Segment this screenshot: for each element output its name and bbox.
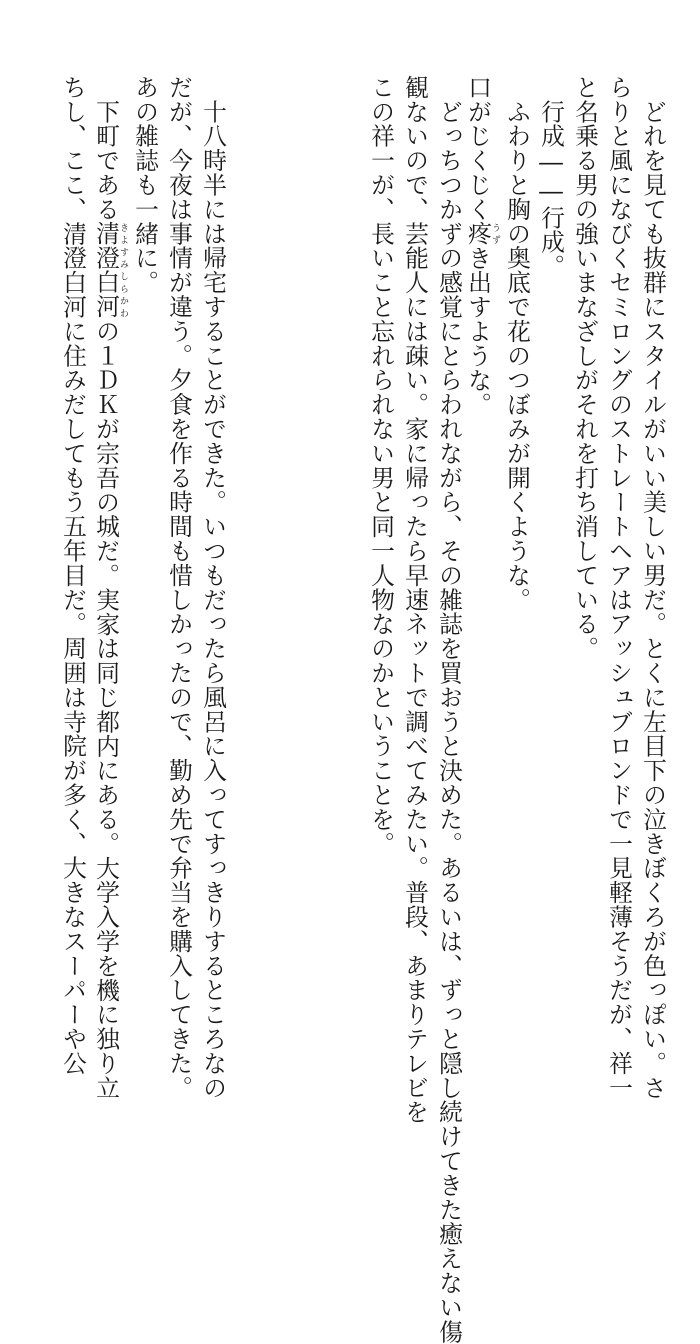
ruby-word [92,221,128,320]
text-column-12: だが、今夜は事情が違う。夕食を作る時間も惜しかったので、勤め先で弁当を購入してきた。 [165,75,193,1100]
text-column-11: 十八時半には帰宅することができた。いつもだったら風呂に入ってすっきりするところなの [199,75,227,1100]
blank-column [330,75,364,975]
text-column-6 [466,75,500,975]
text-column-2: らりと風になびくセミロングのストレートヘアはアッシュブロンドで一見軽薄そうだが、祥一 [605,75,633,1100]
ruby-word [464,221,500,246]
ruby-reading: きよすみしらかわ [118,221,128,320]
ruby-reading: うず [490,221,500,246]
text-column-5: ふわりと胸の奥底で花のつぼみが開くような。 [503,75,531,612]
ruby-base: 疼 [464,221,492,246]
text-run: 下町である [92,75,120,222]
text-column-3: と名乗る男の強いまなざしがそれを打ち消している。 [571,75,599,661]
text-run: き出すような。 [464,245,492,417]
text-column-15: ちし、ここ、清澄白河に住みだしてもう五年目だ。周囲は寺院が多く、大きなスーパーや公 [59,75,87,1076]
ruby-base: 清澄白河 [92,221,120,320]
text-column-1: どれを見ても抜群にスタイルがいい美しい男だ。とくに左目下の泣きぼくろが色っぽい。さ [639,75,667,1100]
text-column-14 [92,75,128,1100]
text-run: の１ＤＫが宗吾の城だ。実家は同じ都内にある。大学入学を機に独り立 [92,319,120,1100]
text-column-13: あの雑誌も一緒に。 [131,75,159,295]
text-column-8: 観ないので、芸能人には疎い。家に帰ったら早速ネットで調べてみたい。普段、あまりテレビを [401,75,429,1125]
text-column-9: この祥一が、長いこと忘れられない男と同一人物なのかということを。 [367,75,395,856]
text-column-7: どっちつかずの感覚にとらわれながら、その雑誌を買おうと決めた。あるいは、ずっと隠し続けてきた癒えない傷 [435,75,463,1344]
text-run: 口がじくじく [464,75,492,222]
text-column-4: 行成――行成。 [537,75,565,279]
